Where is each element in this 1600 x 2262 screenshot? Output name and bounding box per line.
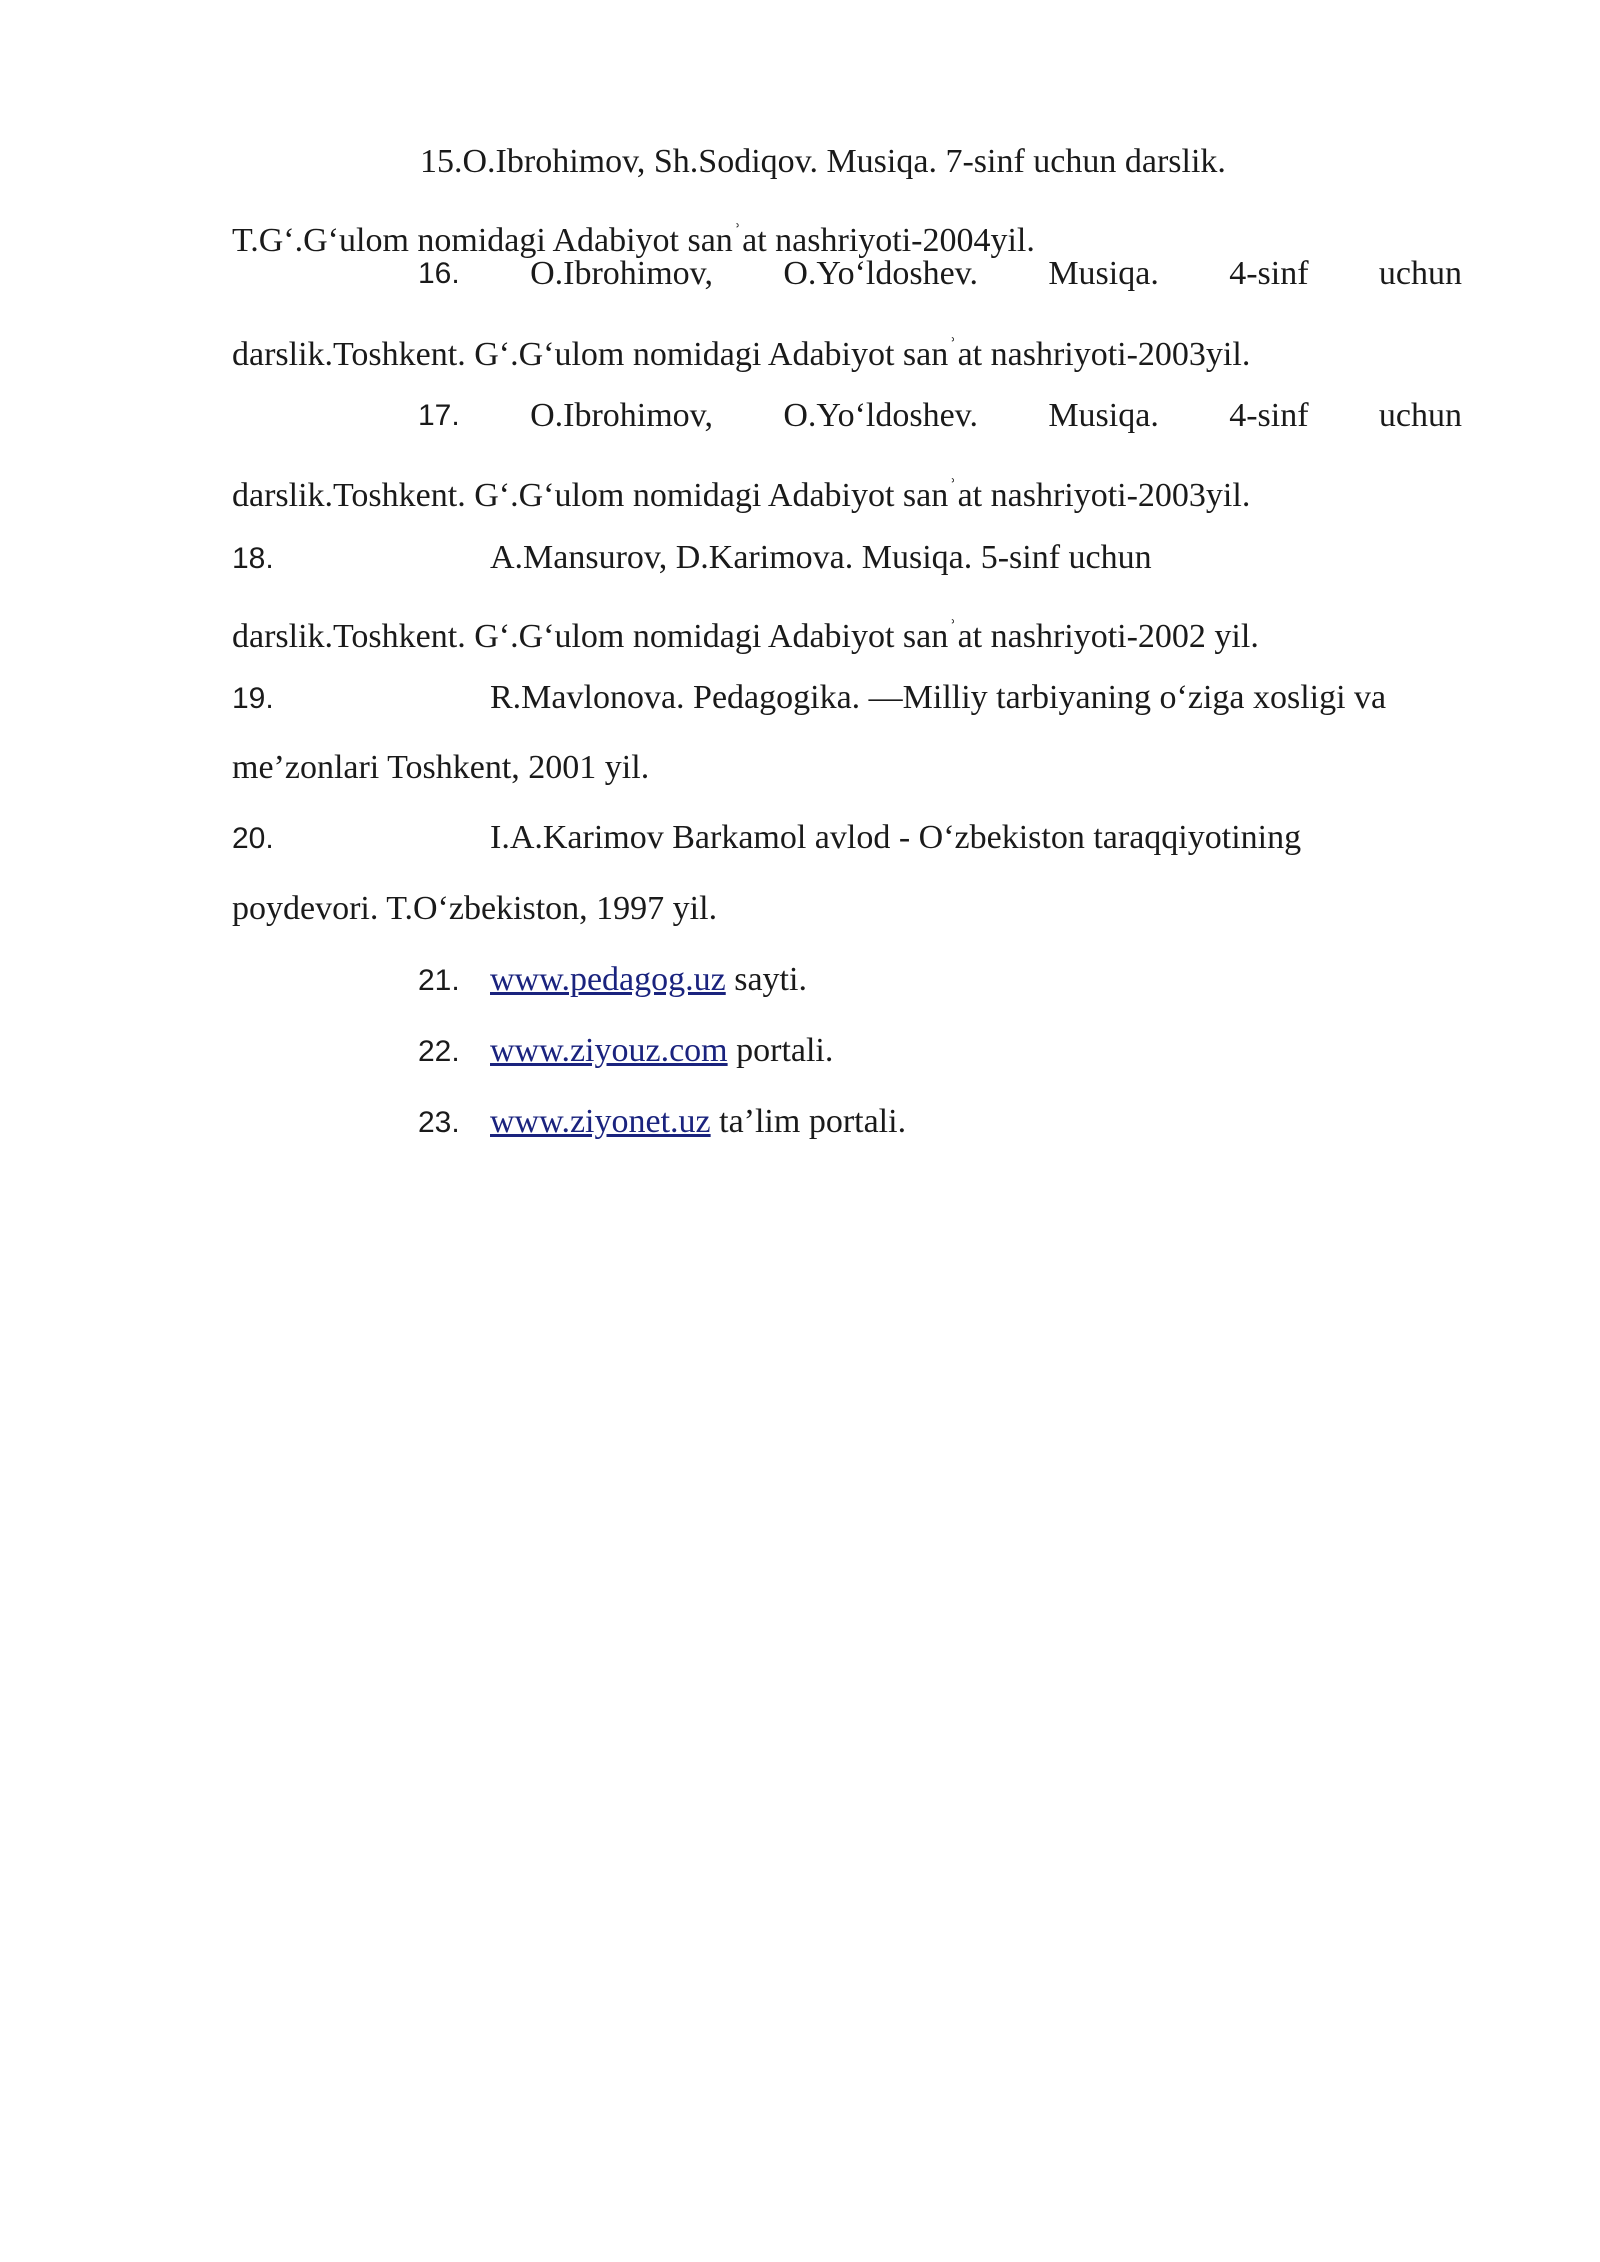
ziyouz-link[interactable]: www.ziyouz.com [490,1032,728,1069]
ref-17-word: Musiqa. [1048,397,1159,434]
ref-18-line-1 [232,538,274,579]
ref-19-line-1 [232,678,274,719]
ref-16-number: 16. [418,257,460,290]
ref-20-number: 20. [232,822,274,855]
ref-17-word: 4-sinf [1229,397,1309,434]
ref-19-number: 19. [232,682,274,715]
ref-18-number: 18. [232,542,274,575]
ref-16-word: O.Yo‘ldoshev. [783,255,978,292]
ref-23-line [418,1102,460,1143]
ref-18-line-2: darslik.Toshkent. G‘.G‘ulom nomidagi Adabiyot san$^ʾ$at nashriyoti-2002 yil. [232,615,1259,655]
ref-17-word: O.Ibrohimov, [530,397,713,434]
ref-23-number: 23. [418,1106,460,1139]
ref-16-justified-row [418,254,1462,294]
ref-16-word: Musiqa. [1048,255,1159,292]
ref-17-word: uchun [1378,397,1462,434]
ref-20-line-1 [232,818,274,859]
ref-22-text: www.ziyouz.com portali. [490,1032,834,1069]
ref-15-line-1: 15.O.Ibrohimov, Sh.Sodiqov. Musiqa. 7-sinf uchun darslik. [420,143,1226,180]
ref-21-text: www.pedagog.uz sayti. [490,961,807,998]
ref-17-line-1 [418,396,1462,436]
ref-17-line-2: darslik.Toshkent. G‘.G‘ulom nomidagi Adabiyot san$^ʾ$at nashriyoti-2003yil. [232,474,1251,514]
ref-16-line-2: darslik.Toshkent. G‘.G‘ulom nomidagi Adabiyot san$^ʾ$at nashriyoti-2003yil. [232,333,1251,373]
ref-22-line [418,1031,460,1072]
ref-21-number: 21. [418,964,460,997]
ref-16-line-1 [418,254,1462,294]
ref-19-line-2: me’zonlari Toshkent, 2001 yil. [232,749,650,786]
ref-20-text: I.A.Karimov Barkamol avlod - O‘zbekiston taraqqiyotining [490,819,1302,856]
ref-16-word: O.Ibrohimov, [530,255,713,292]
ref-16-word: uchun [1378,255,1462,292]
ref-17-number: 17. [418,399,460,432]
ref-19-text: R.Mavlonova. Pedagogika. —Milliy tarbiyaning o‘ziga xosligi va [490,679,1387,716]
ref-22-number: 22. [418,1035,460,1068]
ref-23-text: www.ziyonet.uz ta’lim portali. [490,1103,907,1140]
ref-20-line-2: poydevori. T.O‘zbekiston, 1997 yil. [232,890,718,927]
ref-21-line [418,960,460,1001]
ref-17-justified-row [418,396,1462,436]
pedagog-link[interactable]: www.pedagog.uz [490,961,726,998]
ref-18-text: A.Mansurov, D.Karimova. Musiqa. 5-sinf uchun [490,539,1152,576]
ref-17-word: O.Yo‘ldoshev. [783,397,978,434]
ref-15-line-2: T.G‘.G‘ulom nomidagi Adabiyot san$^ʾ$at nashriyoti-2004yil. [232,219,1035,259]
ziyonet-link[interactable]: www.ziyonet.uz [490,1103,711,1140]
ref-16-word: 4-sinf [1229,255,1309,292]
